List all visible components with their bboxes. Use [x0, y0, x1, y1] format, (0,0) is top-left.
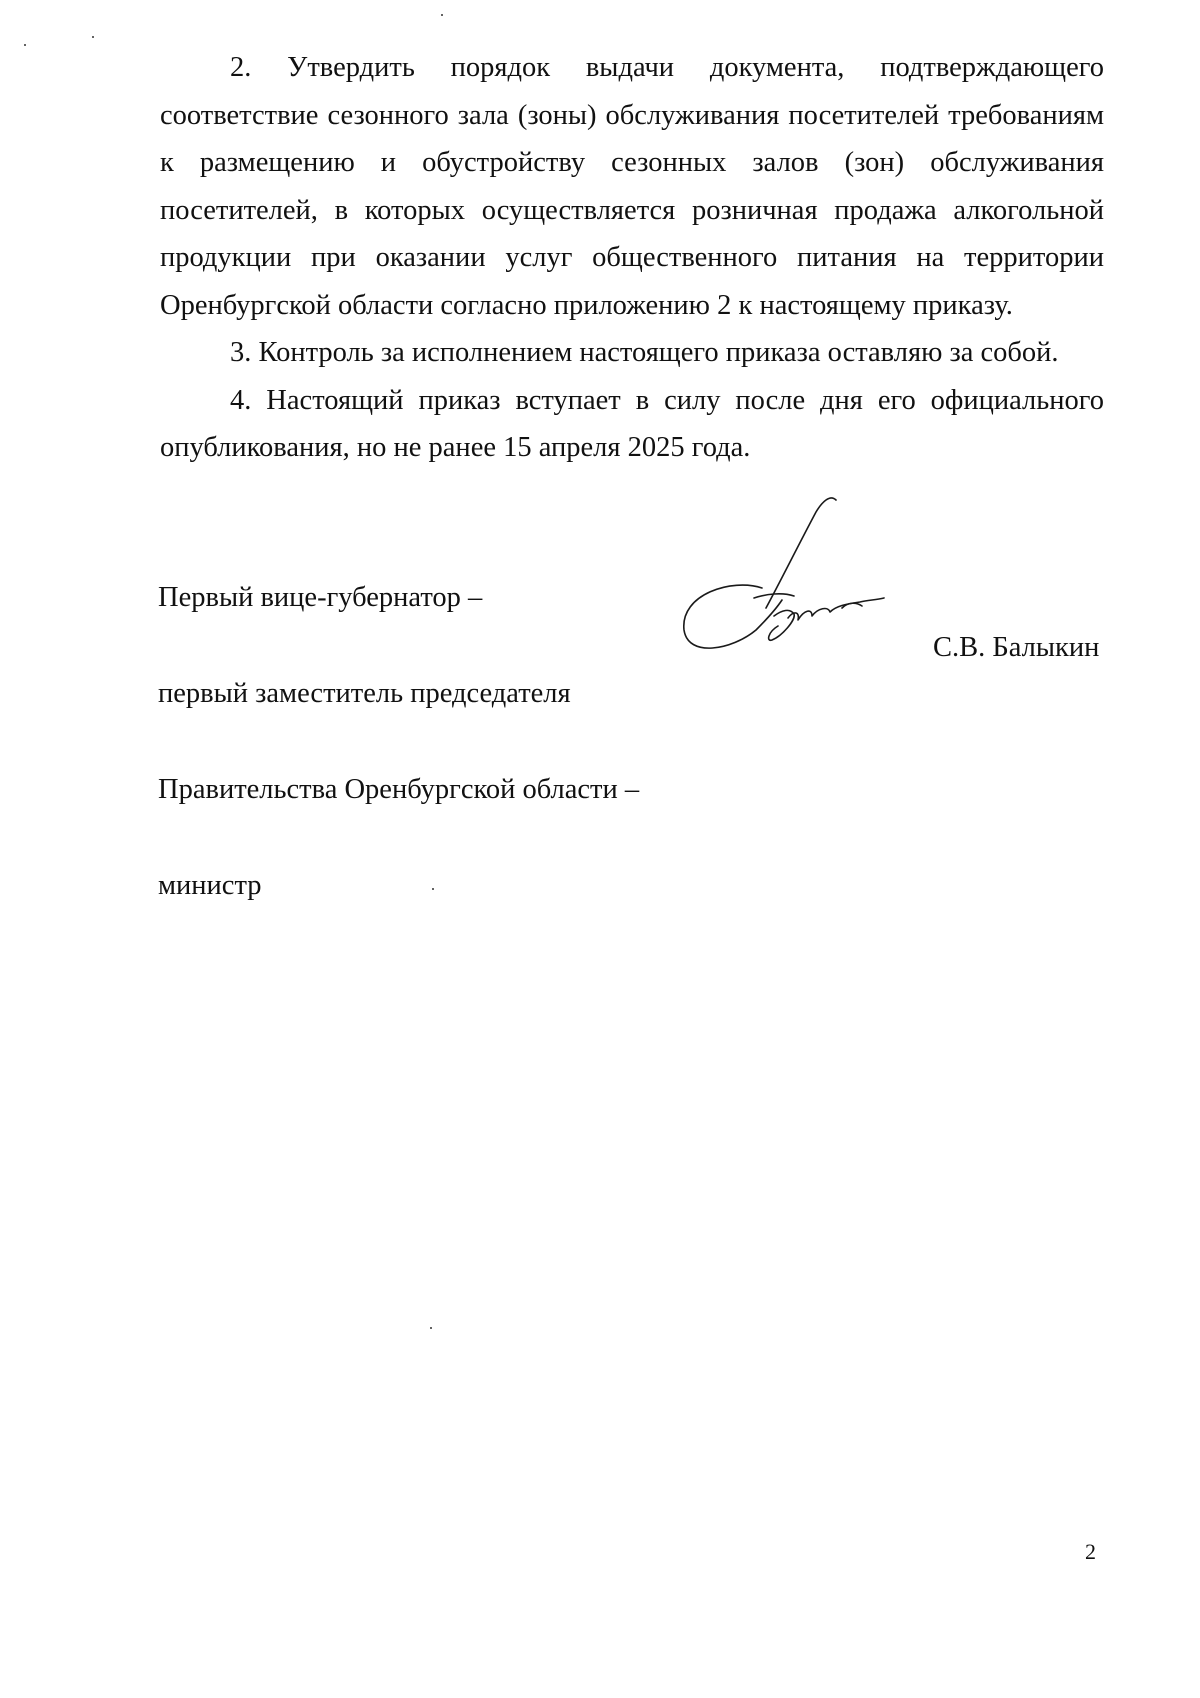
scan-speck [92, 36, 94, 38]
scan-speck [430, 1327, 432, 1329]
scan-speck [24, 44, 26, 46]
signer-name: С.В. Балыкин [933, 632, 1100, 663]
scan-speck [441, 14, 443, 16]
signer-title-line: Правительства Оренбургской области – [158, 774, 640, 805]
paragraph-4: 4. Настоящий приказ вступает в силу после дня его официального опубликования, но не ранее 15 апреля 2025 года. [160, 384, 1104, 463]
order-body [160, 44, 1104, 472]
signer-title-line: министр [158, 870, 262, 901]
signer-title-line: Первый вице-губернатор – [158, 582, 483, 613]
signer-title [158, 518, 639, 966]
handwritten-signature [670, 490, 890, 660]
paragraph-3: 3. Контроль за исполнением настоящего приказа оставляю за собой. [230, 337, 1059, 368]
signer-title-line: первый заместитель председателя [158, 678, 571, 709]
page-number: 2 [1085, 1539, 1096, 1564]
paragraph-2: 2. Утвердить порядок выдачи документа, подтверждающего соответствие сезонного зала (зоны) обслуживания посетителей требованиям к размещению и обустройству сезонных залов (зон) обслуживания посетителей, в которых осуществляется розничная продажа алкогольной продукции при оказании услуг общественного питания на территории Оренбургской области согласно приложению 2 к настоящему приказу. [160, 52, 1104, 321]
